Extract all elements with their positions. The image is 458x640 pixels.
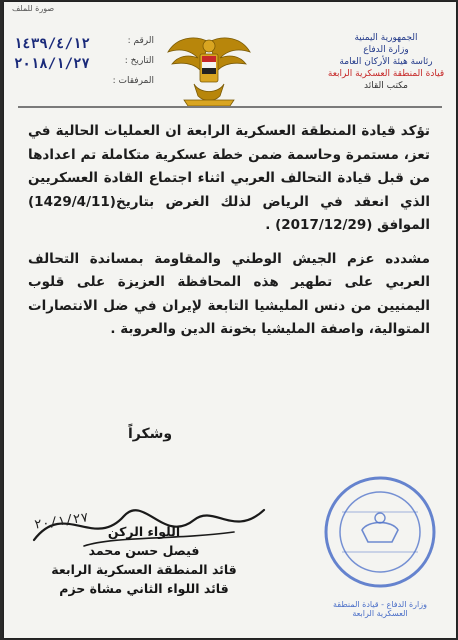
letter-body (28, 120, 430, 352)
ref-number-label: الرقم : (127, 36, 154, 46)
header-divider (18, 106, 442, 108)
stamp-text: وزارة الدفاع - قيادة المنطقة العسكرية الرابعة (333, 600, 427, 618)
letterhead-line-5: مكتب القائد (364, 81, 408, 91)
body-paragraph-2: مشدده عزم الجيش الوطني والمقاومة بمساندة التحالف العربي على تطهير هذه المحافظة العزيزة على قلوب اليمنيين من دنس المليشيا التابعة لإيران في ضل الانتصارات المتوالية، واصفة المليشيا بخونة الدين والعروبة . (28, 250, 430, 337)
signature-name: فيصل حسن محمد (88, 543, 200, 558)
letterhead-line-3: رئاسة هيئة الأركان العامة (339, 57, 433, 67)
reference-block (14, 36, 154, 96)
ref-row-number (14, 36, 154, 54)
handwritten-date: ٢٠/١/٢٧ (33, 510, 90, 533)
letterhead-line-2: وزارة الدفاع (363, 45, 409, 55)
signature-title-1: قائد المنطقة العسكرية الرابعة (51, 562, 237, 577)
yemen-eagle-emblem-icon (164, 24, 254, 114)
ref-date-value: ٢٠١٨/١/٢٧ (14, 56, 90, 72)
body-paragraph-1: تؤكد قيادة المنطقة العسكرية الرابعة ان العمليات الحالية في تعز، مستمرة وحاسمة ضمن خطة عسكرية متكاملة تم اعدادها من قبل قيادة التحالف العربي اثناء اجتماع القادة العسكريين الذي انعقد في الرياض لذلك الغرض بتاريخ(1429/4/11) الموافق (2017/12/29) . (28, 123, 430, 233)
ref-number-value: ١٤٣٩/٤/١٢ (14, 36, 90, 52)
signature-title-2: قائد اللواء الثاني مشاة حزم (59, 581, 229, 596)
document-page (4, 2, 456, 638)
ref-attachments-label: المرفقات : (112, 76, 154, 86)
corner-text: ﺻﻮرة ﻟﻠﻤﻠﻒ (12, 4, 55, 13)
letterhead-line-1: الجمهورية اليمنية (354, 33, 418, 43)
ref-row-attachments (14, 76, 154, 94)
thanks-text: وشكراً (127, 426, 173, 442)
ref-date-label: التاريخ : (124, 56, 154, 66)
letterhead-right (326, 32, 446, 92)
letterhead-line-4: قيادة المنطقة العسكرية الرابعة (327, 69, 445, 79)
signature-rank: اللواء الركن (107, 524, 181, 539)
ref-row-date (14, 56, 154, 74)
signature-block (44, 522, 244, 598)
official-stamp-icon (320, 472, 440, 592)
